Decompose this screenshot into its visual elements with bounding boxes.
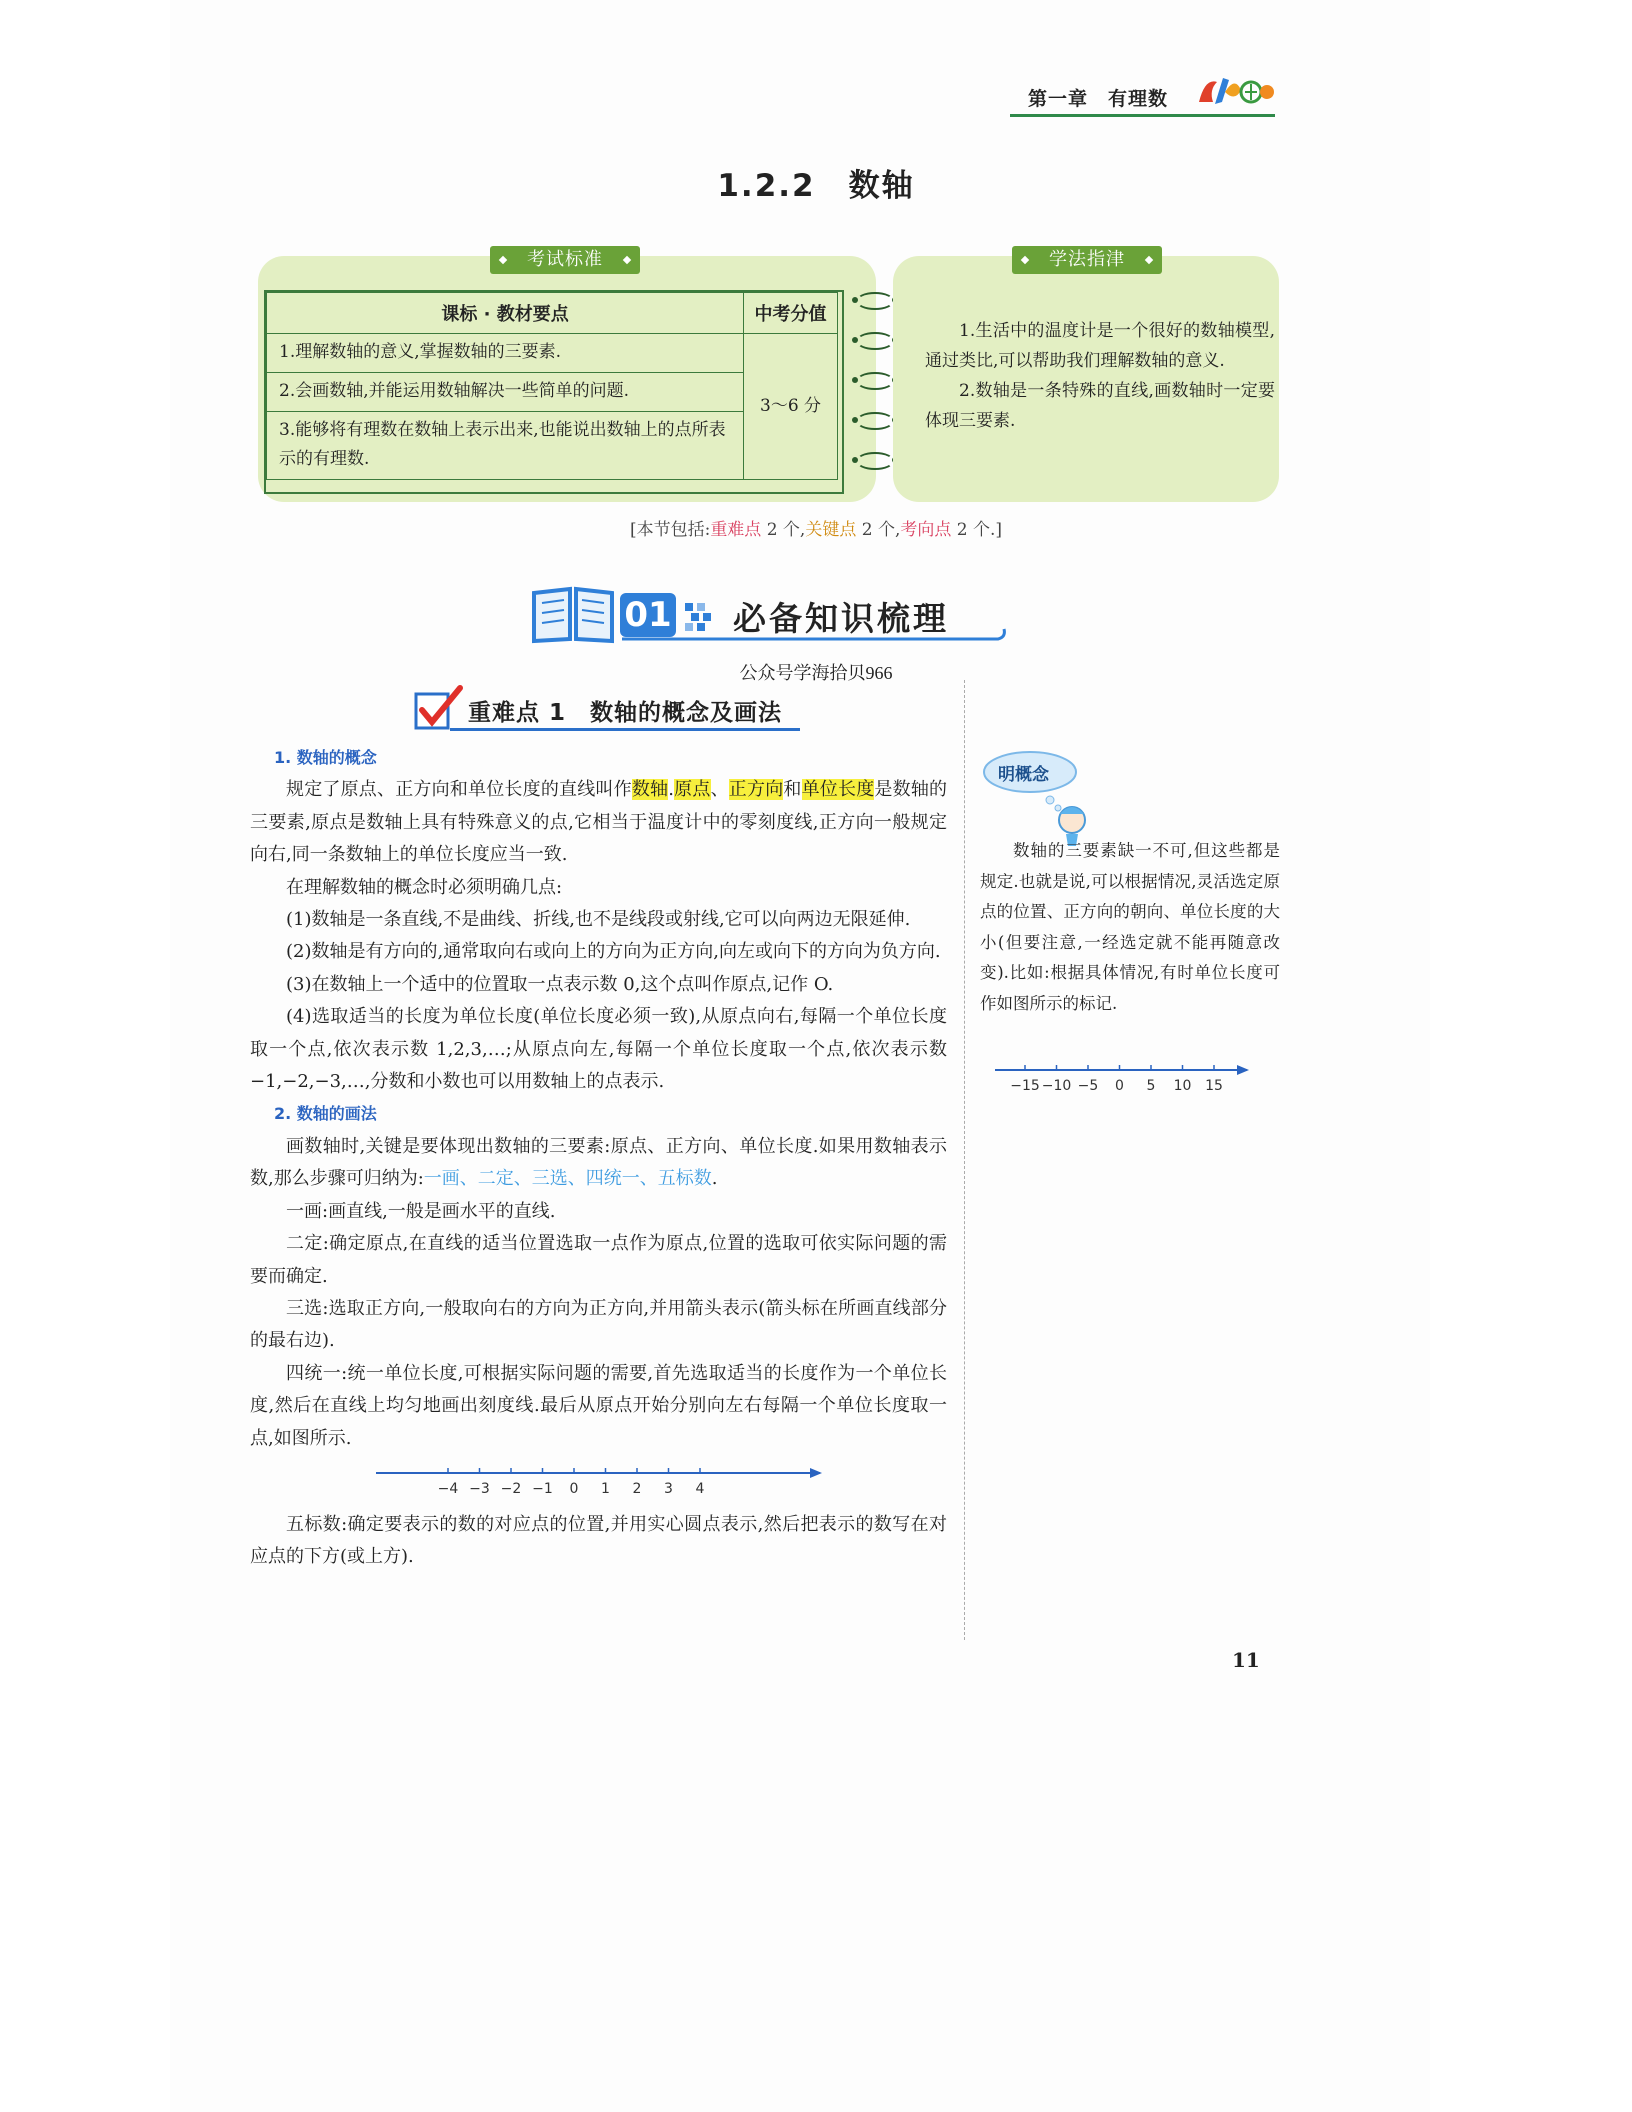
number-line-svg: [250, 1461, 947, 1505]
axis-tick-label: −4: [437, 1480, 459, 1497]
standard-row-1: 1.理解数轴的意义,掌握数轴的三要素.: [267, 334, 744, 373]
axis-tick-label: −2: [500, 1480, 522, 1497]
side-mascot: [980, 748, 1130, 848]
ring-icon: [856, 452, 894, 470]
axis-tick-label: −1: [532, 1480, 553, 1497]
checkmark-icon: [410, 684, 466, 734]
book-icon: [528, 583, 618, 645]
includes-count-2: 2 个,: [856, 520, 901, 540]
section-title: 1.2.2 数轴: [717, 168, 915, 204]
axis-tick-label: 0: [569, 1480, 579, 1497]
includes-difficult: 重难点: [710, 520, 762, 540]
axis-tick-label: 1: [601, 1480, 610, 1497]
standards-table: [266, 292, 838, 480]
paragraph-definition: [250, 774, 947, 871]
side-note-text: 数轴的三要素缺一不可,但这些都是规定.也就是说,可以根据情况,灵活选定原点的位置、正方向的朝向、单位长度的大小(但要注意,一经选定就不能再随意改变).比如:根据具体情况,有时单位长度可作如图所示的标记.: [980, 841, 1280, 1013]
paragraph: 二定:确定原点,在直线的适当位置选取一点作为原点,位置的选取可依实际问题的需要而确定.: [250, 1233, 947, 1287]
guide-tab: 学法指津: [1012, 246, 1162, 274]
paragraph: (1)数轴是一条直线,不是曲线、折线,也不是线段或射线,它可以向两边无限延伸.: [286, 909, 911, 931]
includes-count-3: 2 个.]: [951, 520, 1003, 540]
watermark: 公众号学海拾贝966: [739, 663, 893, 683]
key-point-title: 重难点 1 数轴的概念及画法: [468, 700, 783, 726]
side-axis-tick-label: 0: [1115, 1078, 1124, 1094]
series-logo-icon: [1195, 72, 1275, 114]
side-axis-tick-label: −5: [1077, 1078, 1099, 1094]
axis-tick-label: 3: [664, 1480, 673, 1497]
steps-end: .: [711, 1168, 718, 1190]
side-axis-tick-label: 5: [1146, 1078, 1156, 1094]
side-note: [980, 836, 1280, 1019]
column-divider: [964, 680, 965, 1640]
side-tag: 明概念: [998, 765, 1049, 785]
subsection-concept: 1. 数轴的概念: [274, 748, 377, 767]
section-includes: [0, 515, 1632, 540]
side-number-line: [985, 1060, 1265, 1100]
paragraph: (2)数轴是有方向的,通常取向右或向上的方向为正方向,向左或向下的方向为负方向.: [286, 941, 941, 963]
includes-exam: 考向点: [900, 520, 952, 540]
side-axis-arrow-icon: [1237, 1065, 1249, 1075]
axis-tick-label: 4: [695, 1480, 705, 1497]
paragraph-steps: [250, 1131, 947, 1196]
axis-tick-label: 2: [632, 1480, 642, 1497]
key-point-underline: [450, 728, 800, 731]
paragraph: 五标数:确定要表示的数的对应点的位置,并用实心圆点表示,然后把表示的数写在对应点的下方(或上方).: [250, 1513, 947, 1568]
key-point-heading: [410, 684, 800, 734]
side-axis-tick-label: −10: [1041, 1078, 1072, 1094]
axis-tick-label: −3: [469, 1480, 490, 1497]
steps-intro: 画数轴时,关键是要体现出数轴的三要素:原点、正方向、单位长度.如果用数轴表示数,那么步骤可归纳为:: [250, 1135, 947, 1190]
paragraph: 在理解数轴的概念时必须明确几点:: [286, 876, 563, 898]
ring-icon: [856, 292, 894, 310]
definition-text: 规定了原点、正方向和单位长度的直线叫作: [286, 779, 632, 801]
includes-key: 关键点: [805, 520, 857, 540]
steps-mnemonic: 一画、二定、三选、四统一、五标数: [423, 1168, 712, 1190]
paragraph: (4)选取适当的长度为单位长度(单位长度必须一致),从原点向右,每隔一个单位长度取一个点,依次表示数 1,2,3,…;从原点向左,每隔一个单位长度取一个点,依次表示数 −1,−2,−3,…,分数和小数也可以用数轴上的点表示.: [250, 1006, 947, 1093]
side-axis-tick-label: 15: [1205, 1078, 1223, 1094]
term-positive-direction: 正方向: [728, 779, 784, 801]
knowledge-banner: [528, 583, 1008, 645]
definition-rest: 是数轴的三要素,原点是数轴上具有特殊意义的点,它相当于温度计中的零刻度线,正方向一般规定向右,同一条数轴上的单位长度应当一致.: [250, 779, 948, 866]
paragraph: (3)在数轴上一个适中的位置取一点表示数 0,这个点叫作原点,记作 O.: [286, 973, 834, 995]
col-header-score: 中考分值: [744, 293, 838, 334]
col-header-points: 课标 · 教材要点: [267, 293, 744, 334]
side-axis-tick-label: 10: [1173, 1078, 1192, 1094]
subsection-drawing: 2. 数轴的画法: [274, 1104, 377, 1124]
ring-icon: [856, 332, 894, 350]
standard-row-3: 3.能够将有理数在数轴上表示出来,也能说出数轴上的点所表示的有理数.: [267, 411, 744, 480]
running-head: [1010, 80, 1275, 117]
banner-number: 01: [620, 593, 676, 637]
main-body: [250, 742, 947, 1574]
ring-icon: [856, 412, 894, 430]
banner-title: 必备知识梳理: [733, 599, 949, 638]
definition-sep-3: 和: [783, 779, 802, 801]
paragraph: 三选:选取正方向,一般取向右的方向为正方向,并用箭头表示(箭头标在所画直线部分的最右边).: [250, 1297, 947, 1352]
guide-item-1: 1.生活中的温度计是一个很好的数轴模型,通过类比,可以帮助我们理解数轴的意义.: [925, 321, 1275, 371]
number-line-figure: [250, 1461, 947, 1505]
includes-prefix: [本节包括:: [629, 520, 711, 540]
paragraph: 一画:画直线,一般是画水平的直线.: [286, 1200, 556, 1222]
guide-text: [925, 316, 1275, 436]
side-axis-tick-label: −15: [1010, 1078, 1040, 1094]
page-number: 11: [1232, 1648, 1260, 1672]
standards-tab: 考试标准: [490, 246, 640, 274]
standard-row-2: 2.会画数轴,并能运用数轴解决一些简单的问题.: [267, 372, 744, 411]
banner-underline: [618, 627, 1008, 645]
guide-item-2: 2.数轴是一条特殊的直线,画数轴时一定要体现三要素.: [925, 381, 1275, 431]
definition-sep-2: 、: [710, 779, 729, 801]
includes-count-1: 2 个,: [761, 520, 806, 540]
binder-rings: [848, 290, 898, 490]
term-origin: 原点: [673, 779, 711, 801]
chapter-label: 第一章 有理数: [1028, 88, 1169, 110]
term-unit-length: 单位长度: [801, 779, 875, 801]
ring-icon: [856, 372, 894, 390]
definition-sep-1: .: [668, 779, 674, 801]
score-cell: 3～6 分: [744, 334, 838, 480]
term-number-axis: 数轴: [631, 779, 669, 801]
paragraph: 四统一:统一单位长度,可根据实际问题的需要,首先选取适当的长度作为一个单位长度,然后在直线上均匀地画出刻度线.最后从原点开始分别向左右每隔一个单位长度取一点,如图所示.: [250, 1362, 947, 1449]
axis-arrow-icon: [810, 1468, 822, 1478]
